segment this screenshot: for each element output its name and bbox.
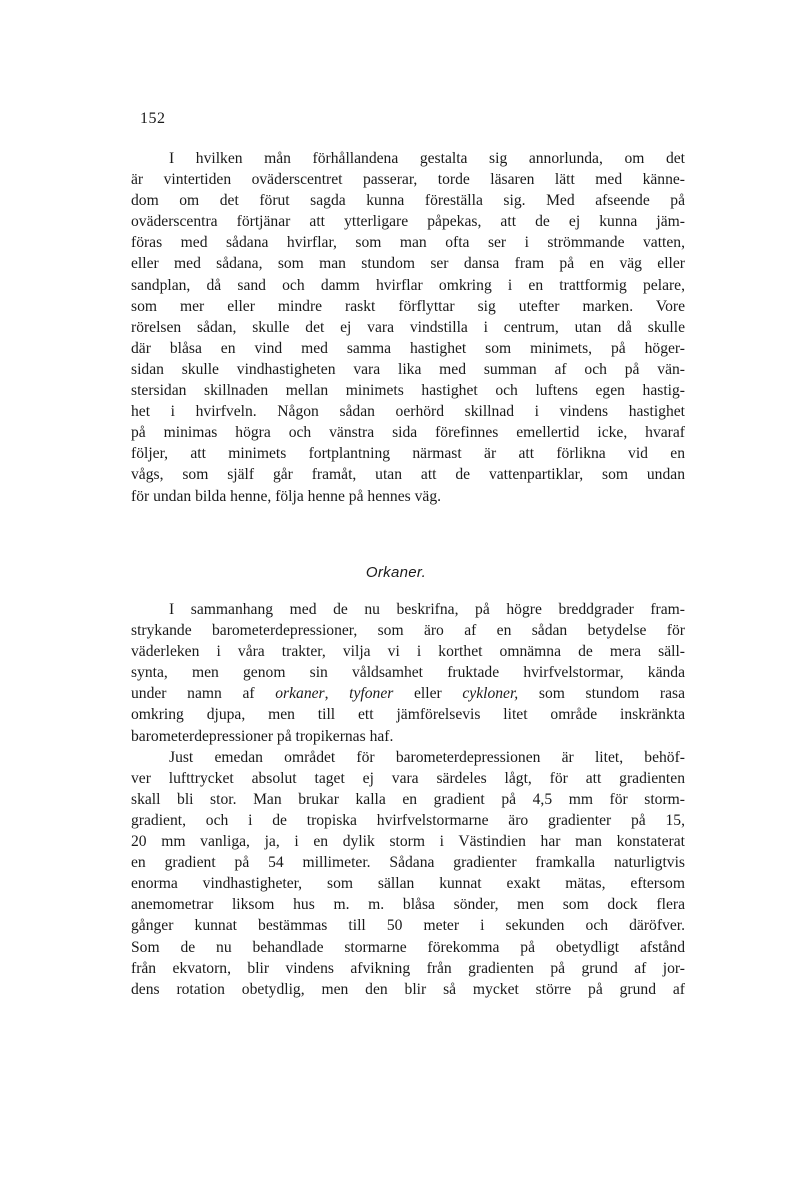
text-line: I hvilken mån förhållandena gestalta sig annorlunda, om det <box>169 150 685 167</box>
text-line: på minimas högra och vänstra sida förefinnes emellertid icke, hvaraf <box>131 424 685 442</box>
text-line: föras med sådana hvirflar, som man ofta ser i strömmande vatten, <box>131 234 685 252</box>
text-line: skall bli stor. Man brukar kalla en gradient på 4,5 mm för storm- <box>131 790 685 808</box>
text-line: där blåsa en vind med samma hastighet som minimets, på höger- <box>131 339 685 357</box>
paragraph-orkaner <box>131 599 685 1000</box>
section-heading: Orkaner. <box>365 564 427 581</box>
text-line: stersidan skillnaden mellan minimets hastighet och luftens egen hastig- <box>131 382 685 400</box>
text-line: anemometrar liksom hus m. m. blåsa sönder, men som dock flera <box>131 896 685 914</box>
term-orkaner: orkaner <box>275 685 325 703</box>
text-line: oväderscentra förtjänar att ytterligare påpekas, att de ej kunna jäm- <box>131 213 685 231</box>
text-line: dens rotation obetydlig, men den blir så mycket större på grund af <box>131 980 685 998</box>
text-fragment: som stundom rasa <box>518 685 686 703</box>
text-line: som mer eller mindre raskt förflyttar sig utefter marken. Vore <box>131 297 685 315</box>
text-line: gånger kunnat bestämmas till 50 meter i sekunden och däröfver. <box>131 917 685 935</box>
text-line: strykande barometerdepressioner, som äro af en sådan betydelse för <box>131 622 685 640</box>
text-line: gradient, och i de tropiska hvirfvelstormarne äro gradienter på 15, <box>131 811 685 829</box>
text-line: het i hvirfveln. Någon sådan oerhörd skillnad i vindens hastighet <box>131 403 685 421</box>
text-line: är vintertiden oväderscentret passerar, torde läsaren lätt med känne- <box>131 171 685 189</box>
text-line: sandplan, då sand och damm hvirflar omkring i en trattformig pelare, <box>131 276 685 294</box>
paragraph-oväderscentra <box>131 148 685 507</box>
text-fragment: under namn af <box>131 685 276 703</box>
text-line: Som de nu behandlade stormarne förekomma på obetydligt afstånd <box>131 938 685 956</box>
text-line: rörelsen sådan, skulle det ej vara vindstilla i centrum, utan då skulle <box>131 318 685 336</box>
text-line: ver lufttrycket absolut taget ej vara särdeles lågt, för att gradienten <box>131 769 685 787</box>
text-line: vågs, som själf går framåt, utan att de vattenpartiklar, som undan <box>131 466 685 484</box>
text-line: enorma vindhastigheter, som sällan kunnat exakt mätas, eftersom <box>131 875 685 893</box>
text-fragment: eller <box>393 685 463 703</box>
text-line: I sammanhang med de nu beskrifna, på högre breddgrader fram- <box>169 601 685 618</box>
text-line: väderleken i våra trakter, vilja vi i korthet omnämna de mera säll- <box>131 643 685 661</box>
text-line: barometerdepressioner på tropikernas haf. <box>131 727 394 745</box>
page-number: 152 <box>140 110 166 127</box>
text-line: dom om det förut sagda kunna föreställa sig. Med afseende på <box>131 192 685 210</box>
text-line: eller med sådana, som man stundom ser dansa fram på en väg eller <box>131 255 685 273</box>
text-line-with-terms <box>131 683 685 704</box>
text-line: synta, men genom sin våldsamhet fruktade hvirfvelstormar, kända <box>131 664 685 682</box>
term-cykloner: cykloner, <box>462 685 519 703</box>
text-line: följer, att minimets fortplantning närmast är att förlikna vid en <box>131 445 685 463</box>
text-line: sidan skulle vindhastigheten vara lika med summan af och på vän- <box>131 360 685 378</box>
text-line: en gradient på 54 millimeter. Sådana gradienter framkalla naturligtvis <box>131 854 685 872</box>
text-line: från ekvatorn, blir vindens afvikning från gradienten på grund af jor- <box>131 959 685 977</box>
text-fragment: , <box>324 685 350 703</box>
term-tyfoner: tyfoner <box>349 685 394 703</box>
text-line: omkring djupa, men till ett jämförelsevis litet område inskränkta <box>131 706 685 724</box>
text-line: 20 mm vanliga, ja, i en dylik storm i Västindien har man konstaterat <box>131 833 685 851</box>
text-line: Just emedan området för barometerdepressionen är litet, behöf- <box>169 748 685 766</box>
text-line: för undan bilda henne, följa henne på hennes väg. <box>131 487 442 505</box>
